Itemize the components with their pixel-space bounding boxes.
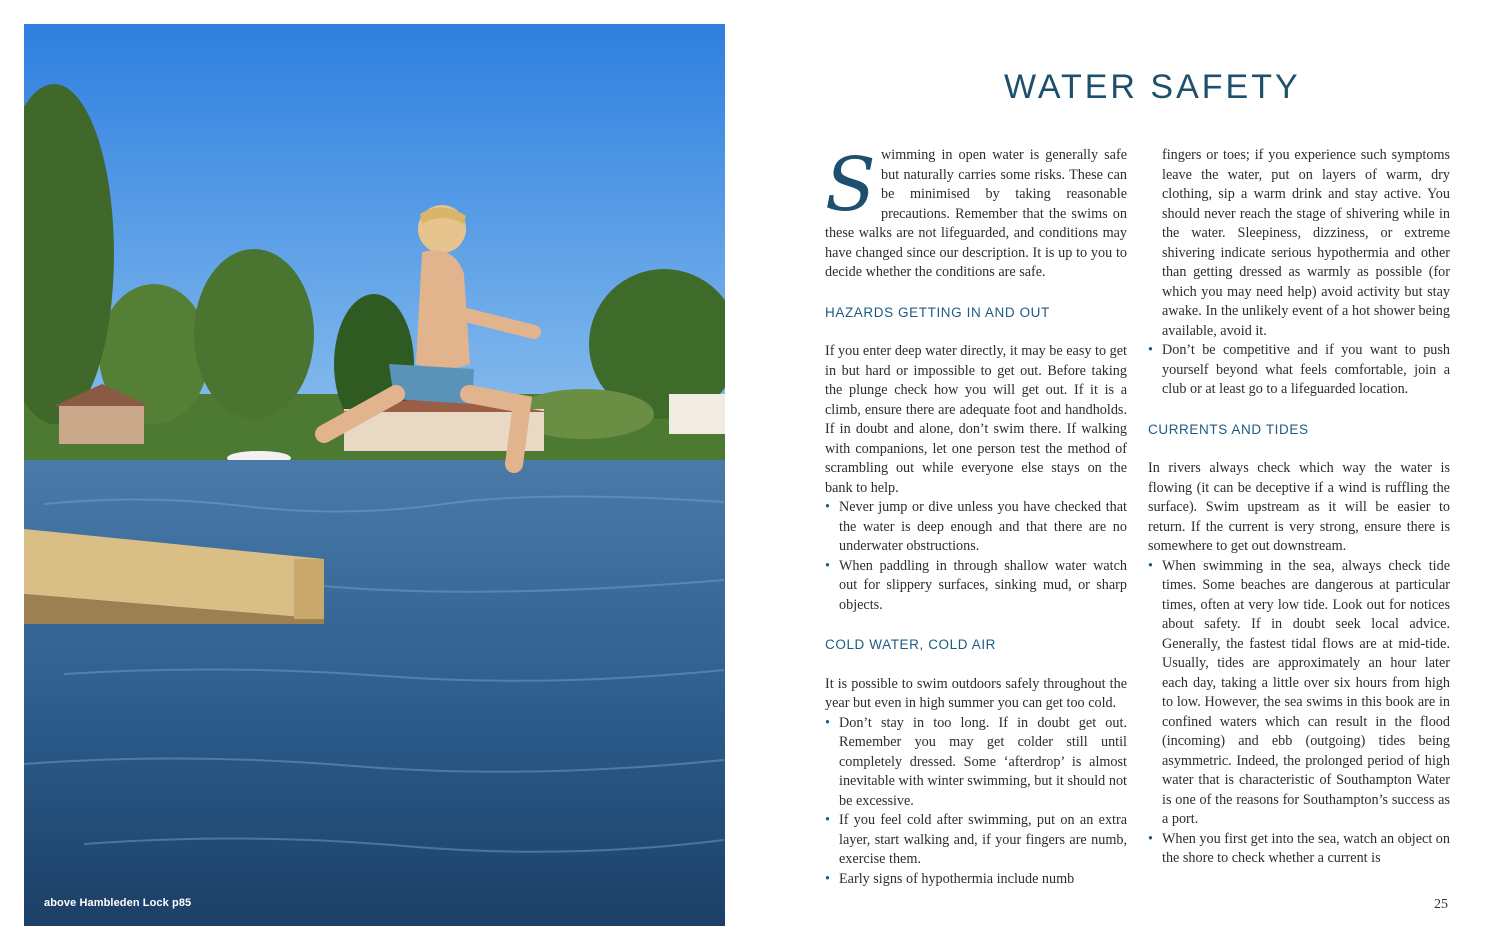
intro-text: wimming in open water is generally safe but naturally carries some risks. These can be minimised by taking reasonable precautions. Remember that the swims on these walks are not lifeguarded, and conditions may have changed since our description. It is up to you to decide whether the conditions are safe. xyxy=(825,147,1127,280)
hazards-paragraph: If you enter deep water directly, it may be easy to get in but hard or impossible to get out. Before taking the plunge check how you will get out. If it is a climb, ensure there are adequate foot and handholds. If in doubt and alone, don’t swim there. If walking with companions, let one person test the method of scrambling out while everyone else stays on the bank to help. xyxy=(825,343,1127,496)
photo-illustration xyxy=(24,24,725,926)
col2-list xyxy=(1148,341,1450,400)
list-item: • When you first get into the sea, watch an object on the shore to check whether a current is xyxy=(1148,830,1450,869)
intro-paragraph xyxy=(825,142,1127,283)
page-number: 25 xyxy=(1434,897,1448,912)
photo-caption: above Hambleden Lock p85 xyxy=(44,897,192,909)
list-item: • When swimming in the sea, always check tide times. Some beaches are dangerous at particular times, often at very low tide. Look out for notices about safety. If in doubt seek local advice. Generally, the fastest tidal flows are at mid-tide. Usually, tides are approximately an hour later each day, taking a little over six hours from high to low. However, the sea swims in this book are in confined waters which can result in the flood (incoming) and ebb (outgoing) tides being asymmetric. Indeed, the prolonged period of high water that is characteristic of Southampton Water is one of the reasons for Southampton’s success as a port. xyxy=(1148,557,1450,830)
drop-cap: S xyxy=(825,142,876,228)
heading-cold-water: COLD WATER, COLD AIR xyxy=(825,637,997,652)
dock-post xyxy=(294,559,324,619)
page-title: WATER SAFETY xyxy=(1004,68,1301,106)
list-item: • If you feel cold after swimming, put on an extra layer, start walking and, if your fingers are numb, exercise them. xyxy=(825,811,1127,870)
hazards-list xyxy=(825,498,1127,615)
text-column-2 xyxy=(1148,146,1450,869)
cold-paragraph: It is possible to swim outdoors safely throughout the year but even in high summer you can get too cold. xyxy=(825,675,1127,711)
cold-list xyxy=(825,714,1127,890)
continued-paragraph: fingers or toes; if you experience such symptoms leave the water, put on layers of warm, dry clothing, sip a warm drink and stay active. You should never reach the stage of shivering while in the water. Sleepiness, dizziness, or extreme shivering indicate serious hypothermia and other than getting dressed as warmly as possible (for which you may need help) avoid activity but stay awake. In the unlikely event of a hot shower being available, avoid it. xyxy=(1162,147,1450,339)
heading-currents: CURRENTS AND TIDES xyxy=(1148,421,1309,437)
list-item: • Don’t stay in too long. If in doubt get out. Remember you may get colder still until completely dressed. Some ‘afterdrop’ is almost inevitable with winter swimming, but it should not be excessive. xyxy=(825,714,1127,812)
photo-boy-jumping-into-river xyxy=(24,24,725,926)
list-item: • Don’t be competitive and if you want to push yourself beyond what feels comfortable, join a club or at least go to a lifeguarded location. xyxy=(1148,341,1450,400)
list-item: • When paddling in through shallow water watch out for slippery surfaces, sinking mud, or sharp objects. xyxy=(825,557,1127,616)
tree xyxy=(194,249,314,419)
water xyxy=(24,460,725,926)
currents-paragraph: In rivers always check which way the water is flowing (it can be deceptive if a wind is ruffling the surface). Swim upstream as it will be easier to return. If the current is very strong, ensure there is somewhere to get out downstream. xyxy=(1148,460,1450,554)
text-column-1 xyxy=(825,142,1127,889)
house xyxy=(59,404,144,444)
heading-hazards: HAZARDS GETTING IN AND OUT xyxy=(825,304,1050,320)
currents-list xyxy=(1148,557,1450,869)
list-item: • Never jump or dive unless you have checked that the water is deep enough and that there are no underwater obstructions. xyxy=(825,498,1127,557)
list-item: • Early signs of hypothermia include numb xyxy=(825,870,1127,890)
house xyxy=(669,394,725,434)
